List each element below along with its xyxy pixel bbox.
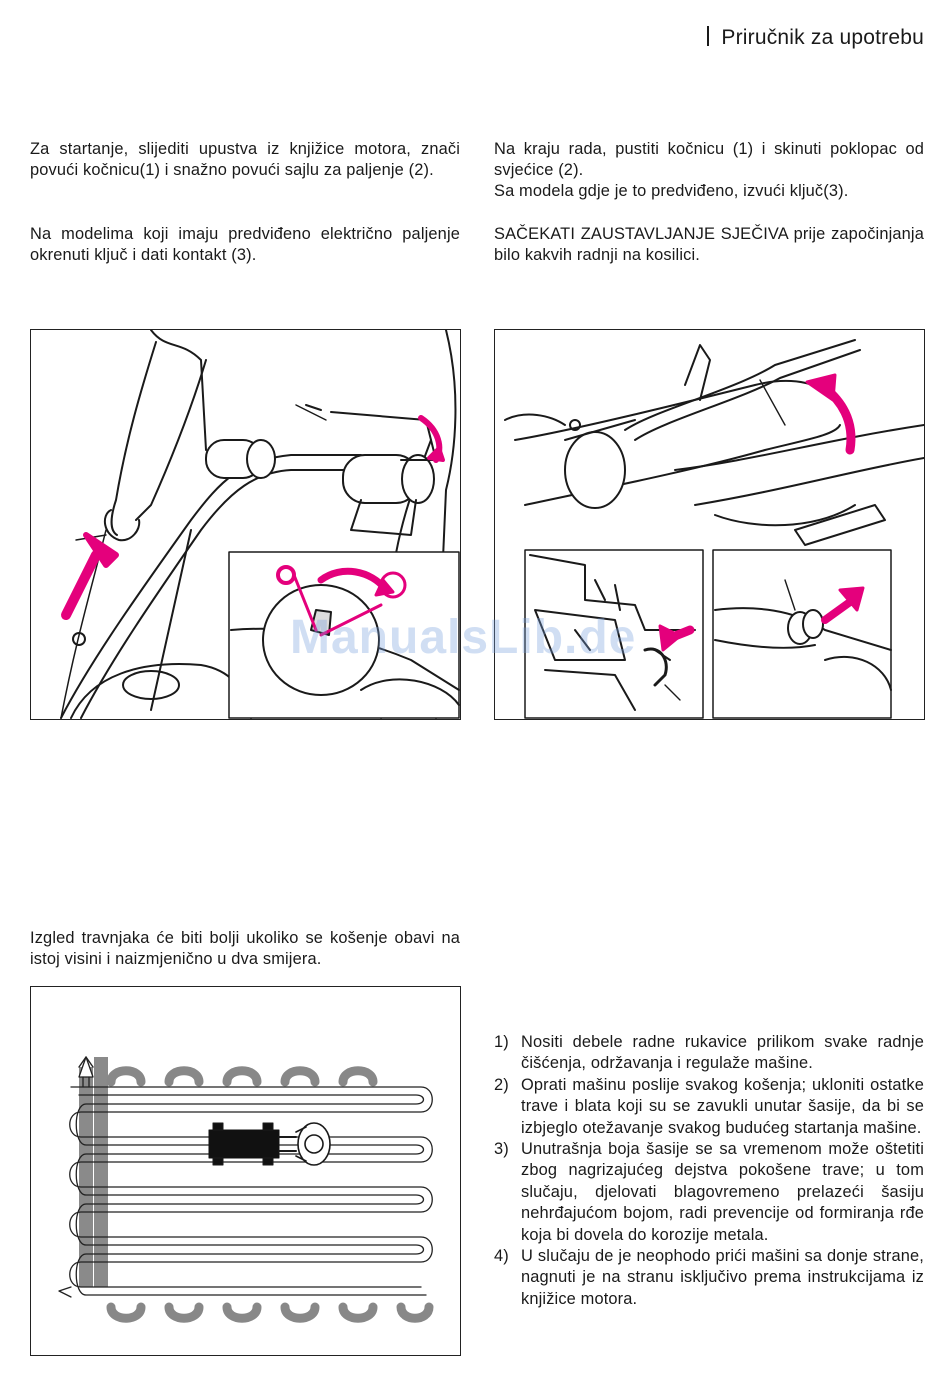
list-item-number: 3) xyxy=(494,1140,509,1159)
list-item-number: 2) xyxy=(494,1075,509,1094)
list-item-number: 4) xyxy=(494,1247,509,1266)
wait-paragraph: SAČEKATI ZAUSTAVLJANJE SJEČIVA prije započinjanja bilo kakvih radnji na kosilici. xyxy=(494,225,924,264)
end-work-paragraph: Na kraju rada, pustiti kočnicu (1) i skinuti poklopac od svjećice (2). xyxy=(494,140,924,179)
start-paragraph: Za startanje, slijediti upustva iz knjižice motora, znači povući kočnicu(1) i snažno povući sajlu za paljenje (2). xyxy=(30,140,460,179)
list-item-text: Oprati mašinu poslije svakog košenja; ukloniti ostatke trave i blata koji su se zavukli unutar šasije, da bi se izbjeglo otežavanje svakog budućeg startanja mašine. xyxy=(521,1075,924,1137)
watermark: ManualsLib.de xyxy=(290,611,637,664)
list-item xyxy=(494,1246,924,1310)
electric-start-paragraph: Na modelima koji imaju predviđeno električno paljenje okrenuti ključ i dati kontakt (3). xyxy=(30,225,460,264)
header-divider xyxy=(707,26,709,46)
header-title: Priručnik za upotrebu xyxy=(721,26,924,49)
lawn-paragraph: Izgled travnjaka će biti bolji ukoliko se košenje obavi na istoj visini i naizmjenično u dva smijera. xyxy=(30,929,460,968)
list-item-text: U slučaju de je neophodo prići mašini sa donje strane, nagnuti je na stranu isključivo prema instrukcijama iz knjižice motora. xyxy=(521,1247,924,1308)
list-item-text: Unutrašnja boja šasije se sa vremenom može oštetiti zbog nagrizajućeg dejstva pokošene trave; u tom slučaju, djelovati blagovremeno prelazeći šasiju nehrđajućom bojom, radi prevencije od formiranja rđe koja bi dovela do korozije metala. xyxy=(521,1140,924,1244)
key-paragraph: Sa modela gdje je to predviđeno, izvući ključ(3). xyxy=(494,182,849,200)
list-item xyxy=(494,1139,924,1246)
mowing-pattern-illustration xyxy=(30,986,461,1356)
maintenance-notes-list xyxy=(494,1032,924,1310)
list-item xyxy=(494,1032,924,1075)
list-item-text: Nositi debele radne rukavice prilikom svake radnje čišćenja, održavanja i regulaže mašine. xyxy=(521,1033,924,1073)
page-header xyxy=(707,26,924,50)
list-item-number: 1) xyxy=(494,1033,509,1051)
list-item xyxy=(494,1075,924,1139)
